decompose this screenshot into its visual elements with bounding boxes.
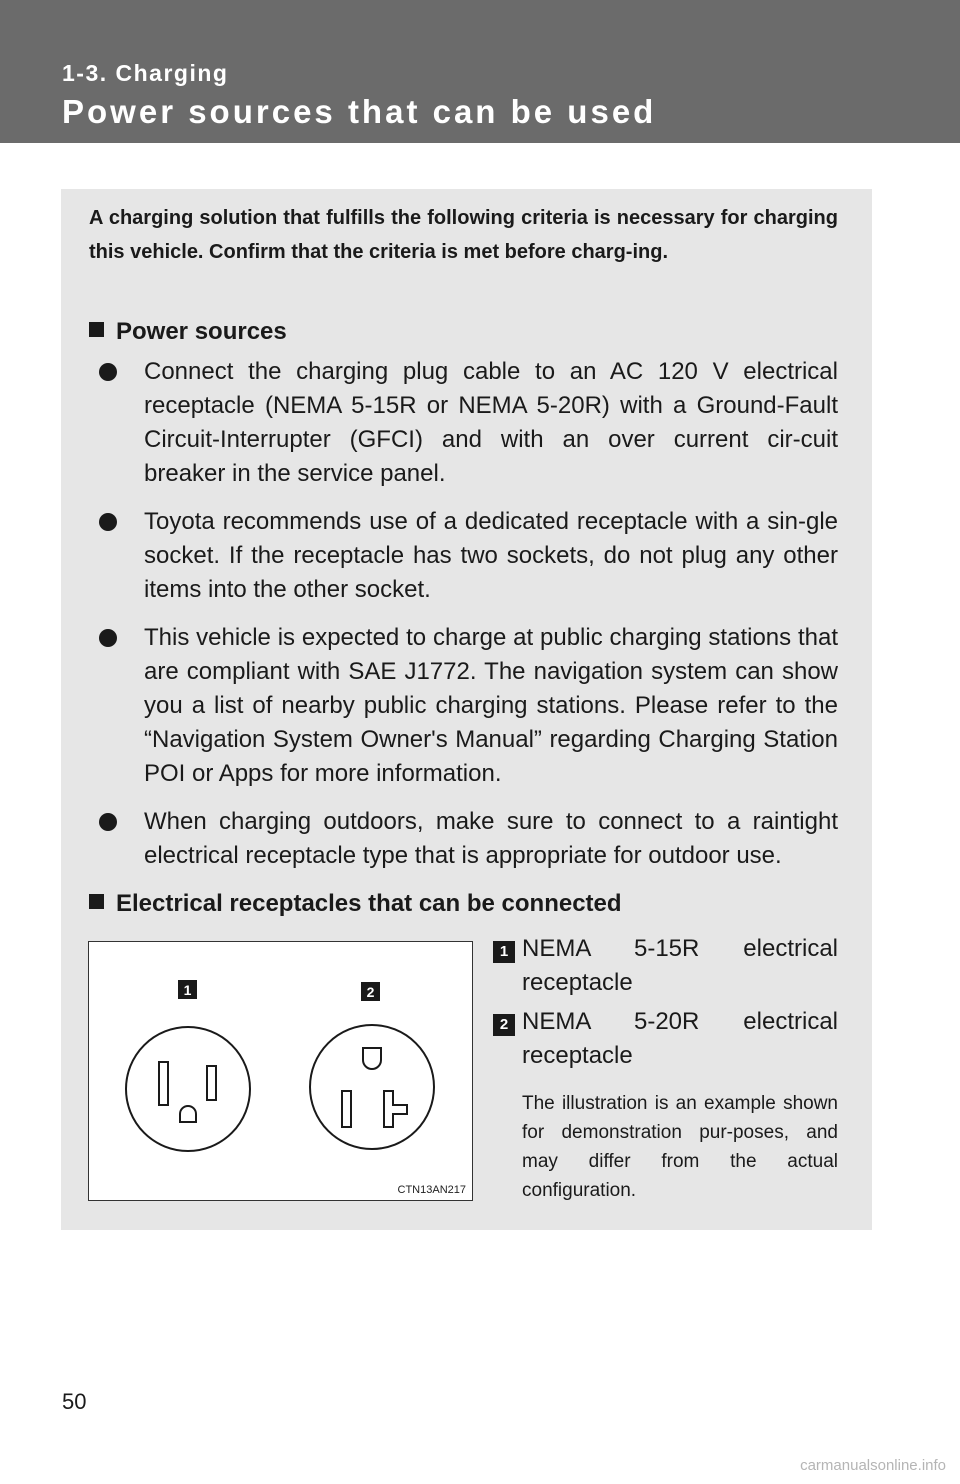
legend-item-1 [493,932,838,1000]
legend-label: NEMA 5-15R electrical receptacle [522,935,838,996]
legend-label: NEMA 5-20R electrical receptacle [522,1008,838,1069]
page-title: Power sources that can be used [62,93,657,130]
svg-text:1: 1 [183,982,192,998]
intro-text: A charging solution that fulfills the following criteria is necessary for charging this vehicle. Confirm that the criteria is met before charg-ing. [89,207,838,263]
list-item-text: Connect the charging plug cable to an AC 120 V electrical receptacle (NEMA 5-15R or NEMA 5-20R) with a Ground-Fault Circuit-Interrupter (GFCI) and with an over current cir-cuit breaker in the service panel. [144,358,838,487]
callout-number: 1 [493,941,515,963]
list-item [89,621,838,791]
svg-text:2: 2 [366,984,375,1000]
callout-badge-1 [178,980,197,999]
receptacles-heading-text: Electrical receptacles that can be connected [116,890,622,917]
receptacle-legend [493,932,838,1205]
figure-code: CTN13AN217 [397,1184,466,1196]
list-item-text: When charging outdoors, make sure to connect to a raintight electrical receptacle type that is appropriate for outdoor use. [144,808,838,869]
page-number: 50 [62,1389,87,1414]
illustration-note: The illustration is an example shown for demonstration pur-poses, and may differ from the actual configuration. [522,1093,838,1201]
legend-item-2 [493,1005,838,1073]
receptacles-heading [89,888,622,920]
round-bullet-icon [99,513,117,531]
list-item [89,505,838,607]
round-bullet-icon [99,629,117,647]
receptacle-drawing [89,942,474,1202]
page-header [0,0,960,143]
list-item-text: Toyota recommends use of a dedicated receptacle with a sin-gle socket. If the receptacle has two sockets, do not plug any other items into the other socket. [144,508,838,603]
round-bullet-icon [99,363,117,381]
nema-5-20r-receptacle [310,1025,434,1149]
list-item [89,805,838,873]
power-sources-heading-text: Power sources [116,318,287,345]
round-bullet-icon [99,813,117,831]
list-item [89,355,838,491]
square-bullet-icon [89,894,104,909]
section-label: 1-3. Charging [62,60,229,86]
receptacle-illustration [88,941,473,1201]
watermark: carmanualsonline.info [800,1457,946,1474]
nema-5-15r-receptacle [126,1027,250,1151]
list-item-text: This vehicle is expected to charge at public charging stations that are compliant with SAE J1772. The navigation system can show you a list of nearby public charging stations. Please refer to the “Navigation System Owner's Manual” regarding Charging Station POI or Apps for more information. [144,624,838,787]
square-bullet-icon [89,322,104,337]
callout-badge-2 [361,982,380,1001]
power-sources-heading [89,316,287,348]
power-sources-list [89,355,838,887]
callout-number: 2 [493,1014,515,1036]
